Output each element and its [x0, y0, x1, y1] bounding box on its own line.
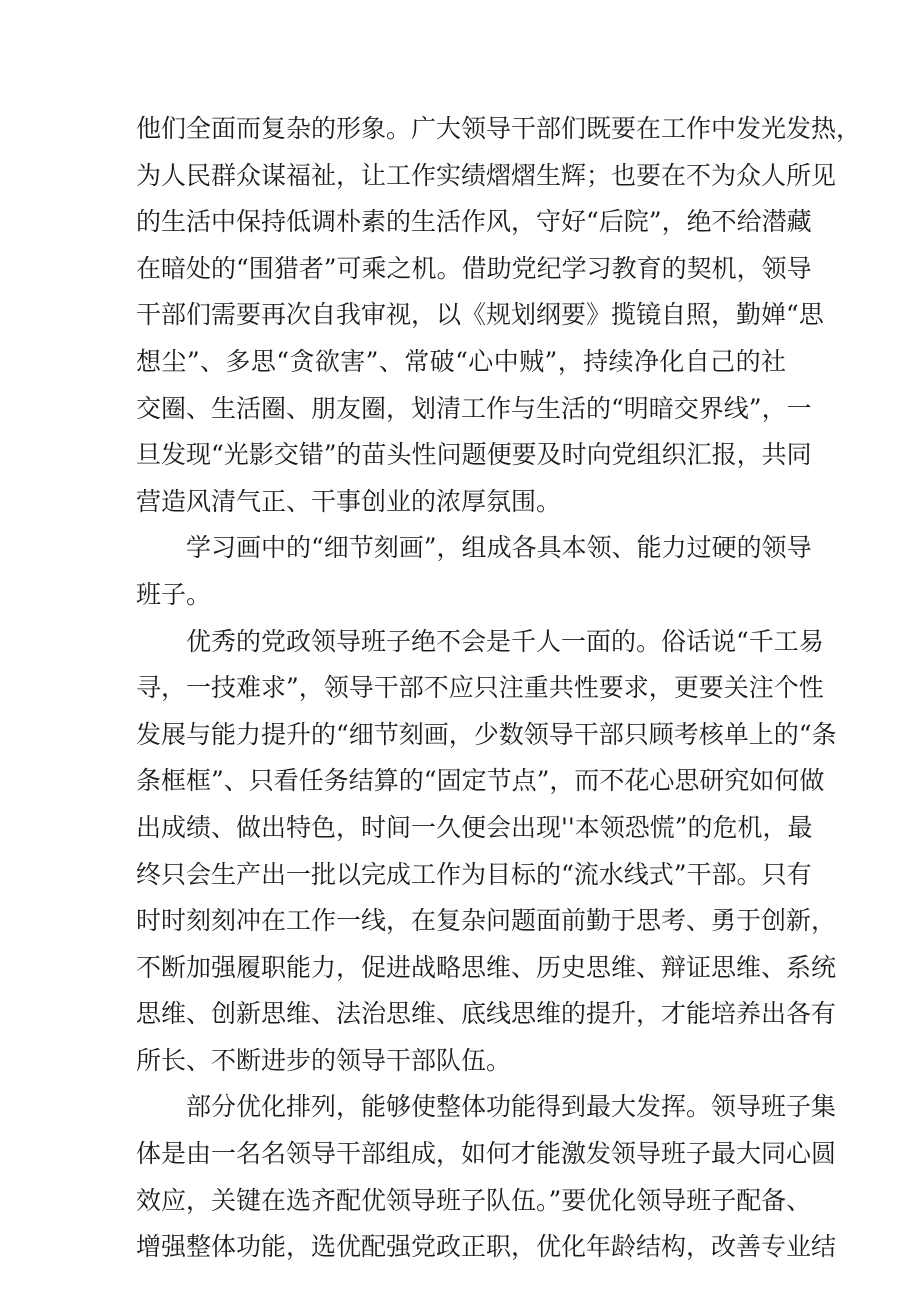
text-line: 所长、不断进步的领导干部队伍。	[136, 1045, 512, 1075]
text-line: 体是由一名名领导干部组成，如何才能激发领导班子最大同心圆	[136, 1139, 837, 1169]
text-line: 交圈、生活圈、朋友圈，划清工作与生活的“明暗交界线”，一	[136, 393, 812, 423]
text-line: 旦发现“光影交错”的苗头性问题便要及时向党组织汇报，共同	[136, 440, 812, 470]
text-line: 想尘”、多思“贪欲害”、常破“心中贼”，持续净化自己的社	[136, 346, 786, 376]
text-line: 终只会生产出一批以完成工作为目标的“流水线式”干部。只有	[136, 859, 812, 889]
text-line: 发展与能力提升的“细节刻画，少数领导干部只顾考核单上的“条	[136, 719, 837, 749]
text-line: 干部们需要再次自我审视，以《规划纲要》揽镜自照，勤婵“思	[136, 300, 824, 330]
text-line: 班子。	[136, 579, 212, 609]
text-line: 思维、创新思维、法治思维、底线思维的提升，才能培养出各有	[136, 999, 837, 1029]
text-line: 他们全面而复杂的形象。广大领导干部们既要在工作中发光发热，	[136, 114, 862, 143]
text-line: 为人民群众谋福祉，让工作实绩熠熠生辉；也要在不为众人所见	[136, 160, 837, 190]
paragraph-4	[136, 1084, 837, 1270]
text-line: 不断加强履职能力，促进战略思维、历史思维、辩证思维、系统	[136, 952, 837, 982]
text-line: 条框框”、只看任务结算的“固定节点”，而不花心思研究如何做	[136, 766, 825, 796]
text-line: 营造风清气正、干事创业的浓厚氛围。	[136, 486, 562, 516]
text-line: 优秀的党政领导班子绝不会是千人一面的。俗话说“千工易	[186, 626, 824, 656]
text-line: 部分优化排列，能够使整体功能得到最大发挥。领导班子集	[186, 1092, 837, 1122]
paragraph-3	[136, 619, 837, 1085]
text-line: 的生活中保持低调朴素的生活作风，守好“后院”，绝不给潜藏	[136, 207, 812, 237]
text-line: 时时刻刻冲在工作一线，在复杂问题面前勤于思考、勇于创新，	[136, 906, 837, 936]
text-line: 学习画中的“细节刻画”，组成各具本领、能力过硬的领导	[186, 533, 812, 563]
document-body	[136, 106, 862, 1271]
text-line: 在暗处的“围猎者”可乘之机。借助党纪学习教育的契机，领导	[136, 253, 812, 283]
text-line: 寻，一技难求”，领导干部不应只注重共性要求，更要关注个性	[136, 673, 824, 703]
text-line: 效应，关键在选齐配优领导班子队伍。”要优化领导班子配备、	[136, 1185, 812, 1215]
text-line: 出成绩、做出特色，时间一久便会出现''本领恐慌”的危机，最	[136, 812, 813, 842]
paragraph-2-heading	[136, 525, 812, 618]
text-line: 增强整体功能，选优配强党政正职，优化年龄结构，改善专业结	[136, 1232, 837, 1262]
paragraph-1	[136, 106, 862, 525]
